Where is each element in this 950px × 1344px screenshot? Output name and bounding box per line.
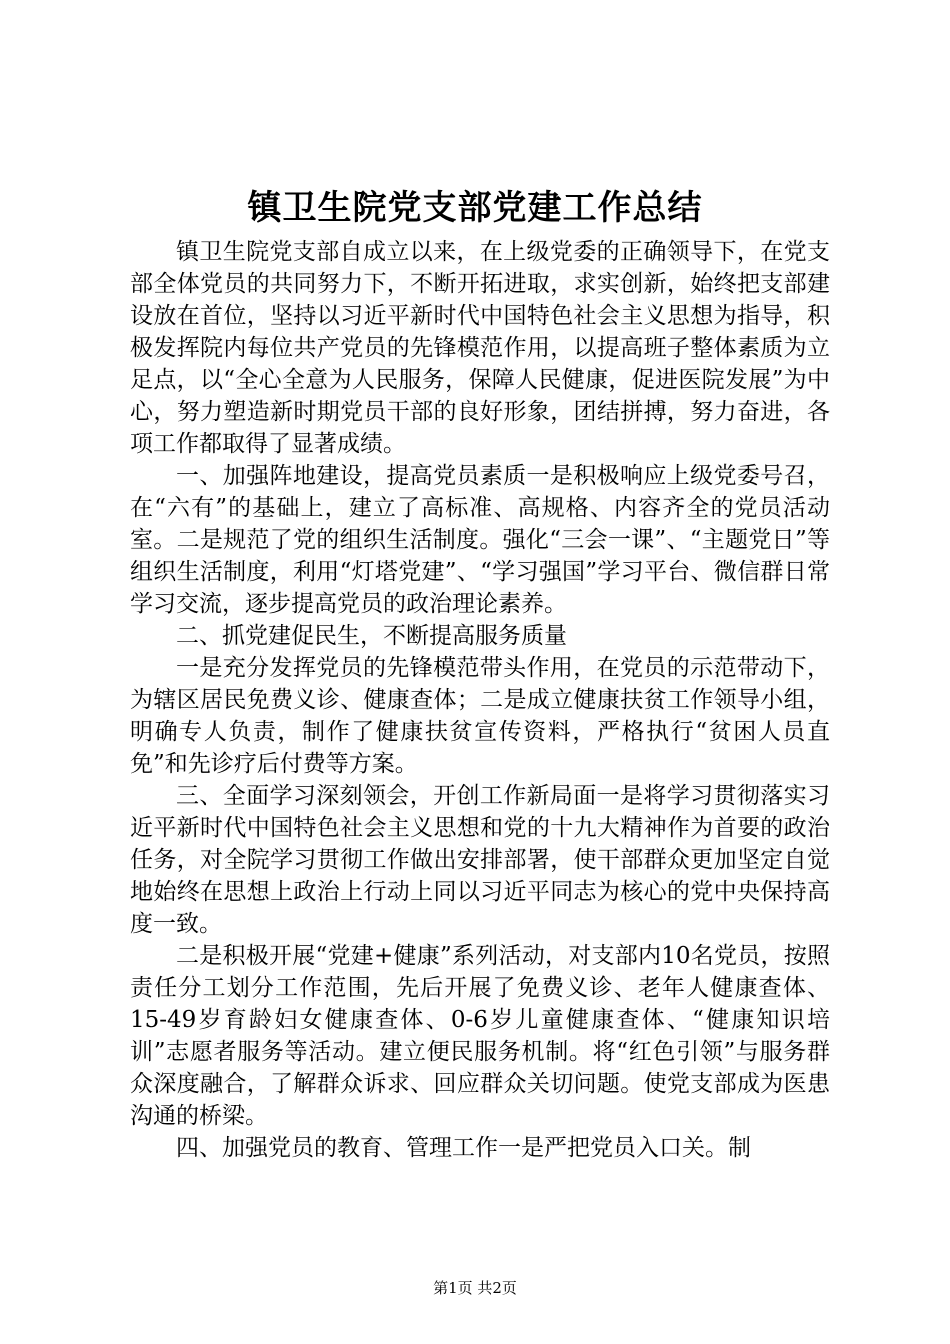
paragraph-intro: 镇卫生院党支部自成立以来，在上级党委的正确领导下，在党支部全体党员的共同努力下，不断开拓进取，求实创新，始终把支部建设放在首位，坚持以习近平新时代中国特色社会主义思想为指导，积极发挥院内每位共产党员的先锋模范作用，以提高班子整体素质为立足点，以“全心全意为人民服务，保障人民健康，促进医院发展”为中心，努力塑造新时期党员干部的良好形象，团结拼搏，努力奋进，各项工作都取得了显著成绩。 (130, 239, 830, 457)
paragraph-section-1: 一、加强阵地建设，提高党员素质一是积极响应上级党委号召，在“六有”的基础上，建立了高标准、高规格、内容齐全的党员活动室。二是规范了党的组织生活制度。强化“三会一课”、“主题党日”等组织生活制度，利用“灯塔党建”、“学习强国”学习平台、微信群日常学习交流，逐步提高党员的政治理论素养。 (130, 463, 830, 617)
paragraph-section-2-heading: 二、抓党建促民生，不断提高服务质量 (176, 623, 567, 649)
paragraph-section-3: 三、全面学习深刻领会，开创工作新局面一是将学习贯彻落实习近平新时代中国特色社会主义思想和党的十九大精神作为首要的政治任务，对全院学习贯彻工作做出安排部署，使干部群众更加坚定自觉地始终在思想上政治上行动上同以习近平同志为核心的党中央保持高度一致。 (130, 783, 830, 937)
paragraph-section-3-part-2: 二是积极开展“党建+健康”系列活动，对支部内10名党员，按照责任分工划分工作范围，先后开展了免费义诊、老年人健康查体、15-49岁育龄妇女健康查体、0-6岁儿童健康查体、“健康知识培训”志愿者服务等活动。建立便民服务机制。将“红色引领”与服务群众深度融合，了解群众诉求、回应群众关切问题。使党支部成为医患沟通的桥梁。 (130, 943, 830, 1129)
page-number-footer: 第1页 共2页 (433, 1279, 517, 1297)
paragraph-section-4: 四、加强党员的教育、管理工作一是严把党员入口关。制 (176, 1135, 751, 1161)
document-body (130, 236, 830, 1164)
paragraph-section-2-body: 一是充分发挥党员的先锋模范带头作用，在党员的示范带动下，为辖区居民免费义诊、健康查体；二是成立健康扶贫工作领导小组，明确专人负责，制作了健康扶贫宣传资料，严格执行“贫困人员直免”和先诊疗后付费等方案。 (130, 655, 830, 777)
document-title: 镇卫生院党支部党建工作总结 (247, 188, 703, 228)
